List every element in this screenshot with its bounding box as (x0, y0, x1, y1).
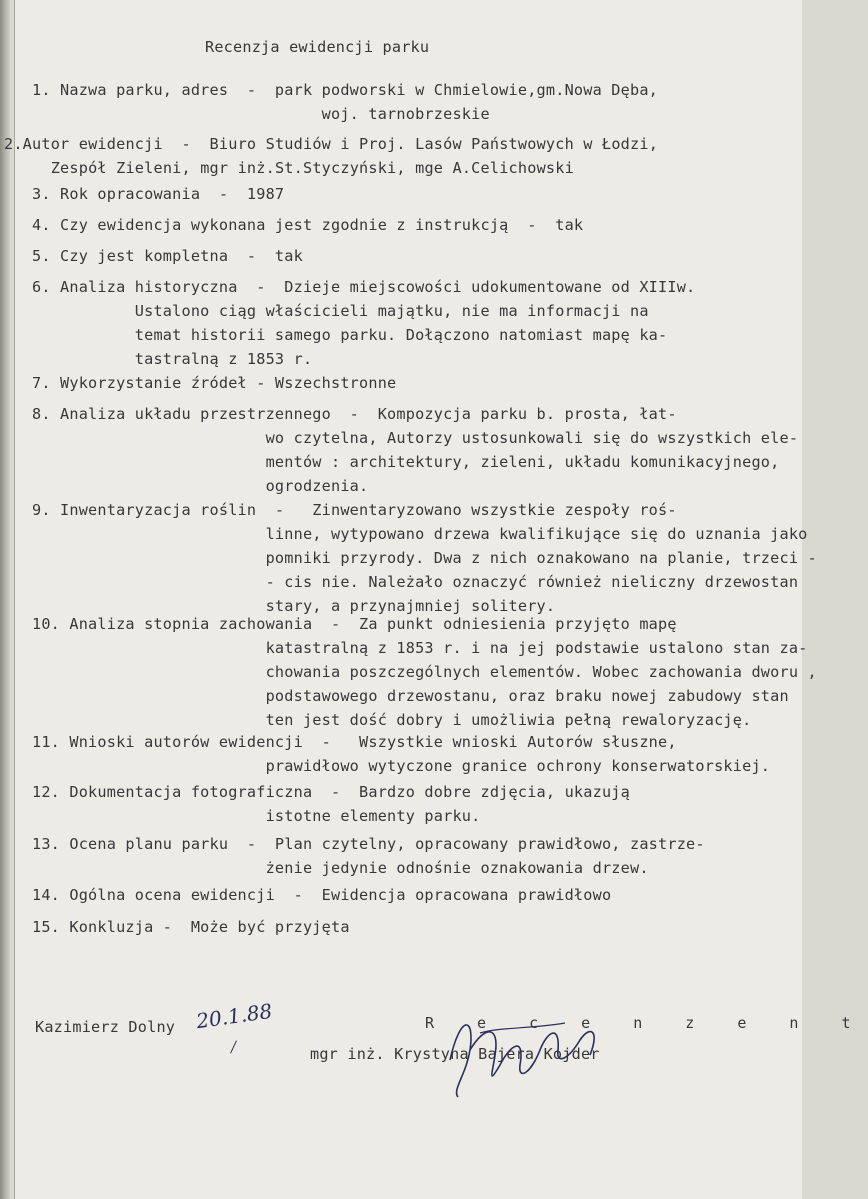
item-6-line-1: 6. Analiza historyczna - Dzieje miejscowości udokumentowane od XIIIw. (32, 278, 696, 296)
item-10 (32, 612, 817, 732)
item-6-line-3: temat historii samego parku. Dołączono natomiast mapę ka- (32, 326, 668, 344)
item-9-line-2: linne, wytypowano drzewa kwalifikujące się do uznania jako (32, 525, 808, 543)
item-11-line-2: prawidłowo wytyczone granice ochrony konserwatorskiej. (32, 757, 771, 775)
item-12-line-1: 12. Dokumentacja fotograficzna - Bardzo dobre zdjęcia, ukazują (32, 783, 630, 801)
item-9-line-1: 9. Inwentaryzacja roślin - Zinwentaryzowano wszystkie zespoły roś- (32, 501, 677, 519)
item-1 (32, 78, 658, 126)
item-2-line-1: 2.Autor ewidencji - Biuro Studiów i Proj. Lasów Państwowych w Łodzi, (4, 135, 659, 153)
item-3-line-1: 3. Rok opracowania - 1987 (32, 185, 285, 203)
item-8-line-1: 8. Analiza układu przestrzennego - Kompozycja parku b. prosta, łat- (32, 405, 677, 423)
item-2-line-2: Zespół Zieleni, mgr inż.St.Styczyński, mge A.Celichowski (4, 159, 574, 177)
reviewer-name: mgr inż. Krystyna Bajera Kojder (310, 1045, 600, 1063)
item-10-line-2: katastralną z 1853 r. i na jej podstawie ustalono stan za- (32, 639, 808, 657)
item-8-line-2: wo czytelna, Autorzy ustosunkowali się do wszystkich ele- (32, 429, 799, 447)
item-10-line-4: podstawowego drzewostanu, oraz braku nowej zabudowy stan (32, 687, 789, 705)
item-9-line-3: pomniki przyrody. Dwa z nich oznakowano na planie, trzeci - (32, 549, 817, 567)
document-title: Recenzja ewidencji parku (205, 38, 430, 56)
item-8 (32, 402, 798, 498)
item-6 (32, 275, 695, 371)
item-12 (32, 780, 630, 828)
item-5-line-1: 5. Czy jest kompletna - tak (32, 247, 303, 265)
item-15 (32, 915, 350, 939)
item-1-line-1: 1. Nazwa parku, adres - park podworski w Chmielowie,gm.Nowa Dęba, (32, 81, 659, 99)
item-6-line-4: tastralną z 1853 r. (32, 350, 313, 368)
handwritten-date: 20.1.88 (194, 998, 274, 1034)
item-10-line-1: 10. Analiza stopnia zachowania - Za punkt odniesienia przyjęto mapę (32, 615, 677, 633)
item-15-line-1: 15. Konkluzja - Może być przyjęta (32, 918, 350, 936)
item-4 (32, 213, 583, 237)
item-10-line-5: ten jest dość dobry i umożliwia pełną rewaloryzację. (32, 711, 752, 729)
place-name: Kazimierz Dolny (35, 1018, 176, 1036)
item-3 (32, 182, 284, 206)
item-6-line-2: Ustalono ciąg właścicieli majątku, nie ma informacji na (32, 302, 649, 320)
item-13 (32, 832, 705, 880)
item-7 (32, 371, 396, 395)
item-11-line-1: 11. Wnioski autorów ewidencji - Wszystkie wnioski Autorów słuszne, (32, 733, 677, 751)
item-13-line-1: 13. Ocena planu parku - Plan czytelny, opracowany prawidłowo, zastrze- (32, 835, 705, 853)
item-14 (32, 883, 611, 907)
item-9-line-5: stary, a przynajmniej solitery. (32, 597, 556, 615)
item-8-line-4: ogrodzenia. (32, 477, 369, 495)
item-7-line-1: 7. Wykorzystanie źródeł - Wszechstronne (32, 374, 397, 392)
date-pen-mark (230, 1040, 237, 1053)
item-14-line-1: 14. Ogólna ocena ewidencji - Ewidencja opracowana prawidłowo (32, 886, 612, 904)
reviewer-label: R e c e n z e n t (425, 1014, 868, 1032)
item-11 (32, 730, 770, 778)
item-5 (32, 244, 303, 268)
item-13-line-2: żenie jedynie odnośnie oznakowania drzew. (32, 859, 649, 877)
item-8-line-3: mentów : architektury, zieleni, układu komunikacyjnego, (32, 453, 780, 471)
item-10-line-3: chowania poszczególnych elementów. Wobec zachowania dworu , (32, 663, 817, 681)
item-9 (32, 498, 817, 618)
item-9-line-4: - cis nie. Należało oznaczyć również nieliczny drzewostan (32, 573, 799, 591)
item-1-line-2: woj. tarnobrzeskie (32, 105, 490, 123)
item-4-line-1: 4. Czy ewidencja wykonana jest zgodnie z instrukcją - tak (32, 216, 584, 234)
item-2 (4, 132, 658, 180)
item-12-line-2: istotne elementy parku. (32, 807, 481, 825)
